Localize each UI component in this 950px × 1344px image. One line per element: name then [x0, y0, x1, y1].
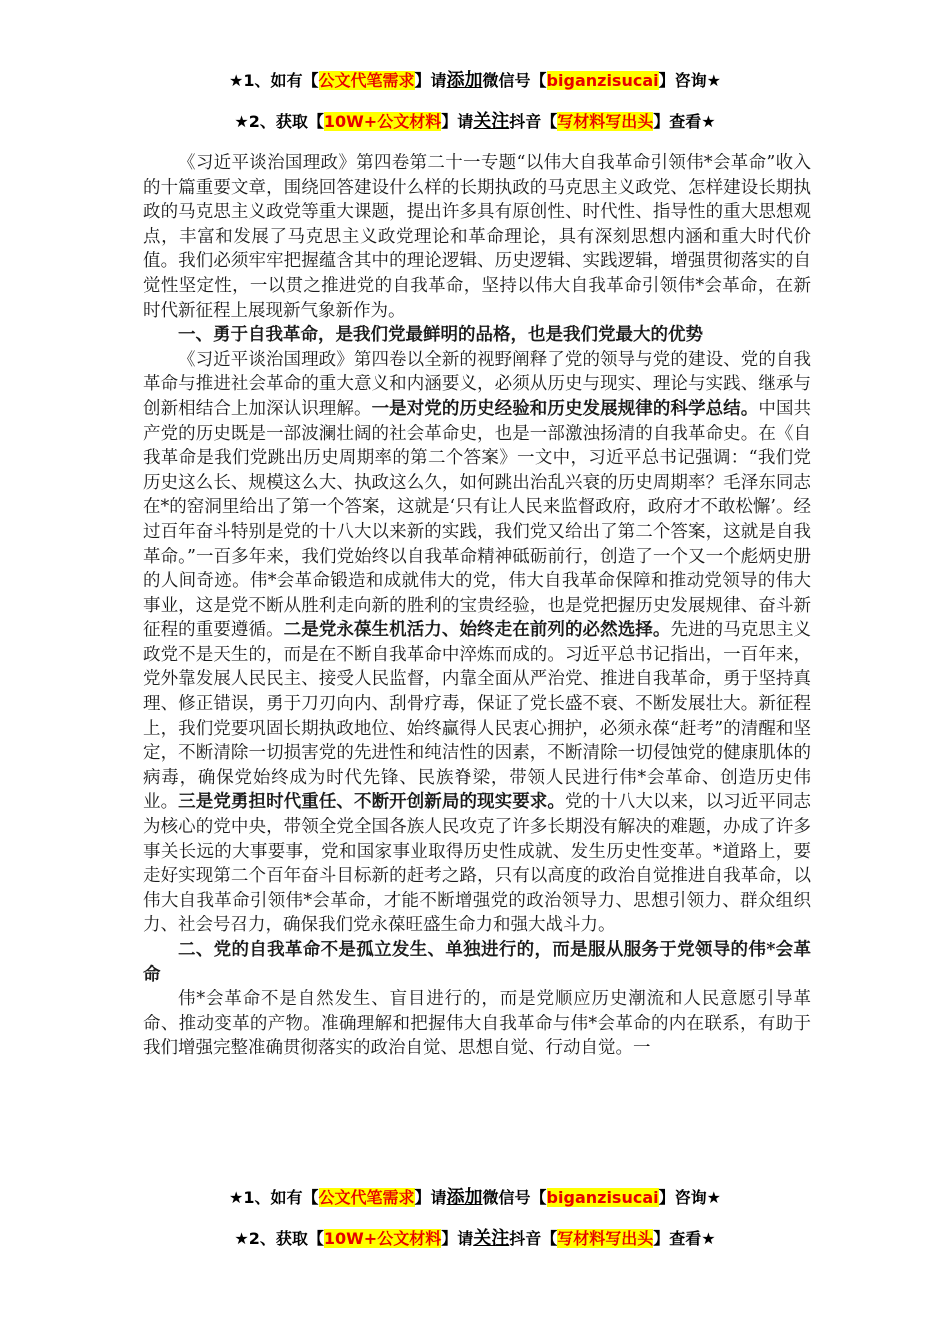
banner1-mid2: 微信号【 — [482, 71, 547, 90]
banner1-underlined: 添加 — [446, 70, 483, 91]
footer1-mid2: 微信号【 — [482, 1188, 547, 1207]
section1-point-1: 一是对党的历史经验和历史发展规律的科学总结。 — [371, 398, 759, 419]
footer1-prefix: ★1、如有【 — [229, 1188, 319, 1207]
footer1-mid1: 】请 — [414, 1188, 447, 1207]
banner2-mid2: 抖音【 — [509, 112, 558, 131]
footer1-underlined: 添加 — [446, 1187, 483, 1208]
intro-paragraph: 《习近平谈治国理政》第四卷第二十一专题“以伟大自我革命引领伟*会革命”收入的十篇重要文章，围绕回答建设什么样的长期执政的马克思主义政党、怎样建设长期执政的马克思主义政党等重大课题，提出许多具有原创性、时代性、指导性的重大思想观点，丰富和发展了马克思主义政党理论和革命理论，具有深刻思想内涵和重大时代价值。我们必须牢牢把握蕴含其中的理论逻辑、历史逻辑、实践逻辑，增强贯彻落实的自觉性坚定性，一以贯之推进党的自我革命，坚持以伟大自我革命引领伟*会革命，在新时代新征程上展现新气象新作为。 — [143, 153, 811, 321]
footer2-prefix: ★2、获取【 — [234, 1229, 324, 1248]
footer1-highlight-wechat: biganzisucai — [546, 1188, 659, 1207]
footer2-mid2: 抖音【 — [509, 1229, 558, 1248]
section2-paragraph: 伟*会革命不是自然发生、盲目进行的，而是党顺应历史潮流和人民意愿引导革命、推动变革的产物。准确理解和把握伟大自我革命与伟*会革命的内在联系，有助于我们增强完整准确贯彻落实的政治自觉、思想自觉、行动自觉。一 — [143, 989, 811, 1059]
section-heading-1: 一、勇于自我革命，是我们党最鲜明的品格，也是我们党最大的优势 — [178, 325, 703, 346]
header-banner-line2 — [0, 110, 950, 134]
banner2-highlight-douyin: 写材料写出头 — [557, 112, 654, 131]
section1-point-3: 三是党勇担时代重任、不断开创新局的现实要求。 — [178, 792, 565, 813]
section1-text-a: 《习近平谈治国理政》第四卷以全新的视野阐释了党的领导与党的建设、党的自我革命与推进社会革命的重大意义和内涵要义，必须从历史与现实、理论与实践、继承与创新相结合上加深认识理解。 — [143, 349, 811, 419]
banner1-prefix: ★1、如有【 — [229, 71, 319, 90]
section1-text-d: 先进的马克思主义政党不是天生的，而是在不断自我革命中淬炼而成的。习近平总书记指出，一百年来，党外靠发展人民民主、接受人民监督，内靠全面从严治党、推进自我革命，勇于坚持真理、修正错误，勇于刀刃向内、刮骨疗毒，保证了党长盛不衰、不断发展壮大。新征程上，我们党要巩固长期执政地位、始终赢得人民衷心拥护，必须永葆“赶考”的清醒和坚定，不断清除一切损害党的先进性和纯洁性的因素，不断清除一切侵蚀党的健康肌体的病毒，确保党始终成为时代先锋、民族脊梁，带领人民进行伟*会革命、创造历史伟业。 — [143, 620, 812, 813]
banner1-suffix: 】咨询★ — [658, 71, 721, 90]
footer2-highlight-materials: 10W+公文材料 — [323, 1229, 442, 1248]
banner1-highlight-service: 公文代笔需求 — [318, 71, 415, 90]
banner1-highlight-wechat: biganzisucai — [546, 71, 659, 90]
footer-banner-line1 — [0, 1186, 950, 1210]
footer2-mid1: 】请 — [441, 1229, 474, 1248]
footer2-suffix: 】查看★ — [653, 1229, 716, 1248]
section1-point-2: 二是党永葆生机活力、始终走在前列的必然选择。 — [283, 620, 671, 641]
footer-banner-line2 — [0, 1227, 950, 1251]
article-body — [143, 151, 811, 1061]
footer1-highlight-service: 公文代笔需求 — [318, 1188, 415, 1207]
section1-text-c: 中国共产党的历史既是一部波澜壮阔的社会革命史，也是一部激浊扬清的自我革命史。在《自我革命是我们党跳出历史周期率的第二个答案》一文中，习近平总书记强调：“我们党历史这么长、规模这么大、执政这么久，如何跳出治乱兴衰的历史周期率？毛泽东同志在*的窑洞里给出了第一个答案，这就是‘只有让人民来监督政府，政府才不敢松懈’。经过百年奋斗特别是党的十八大以来新的实践，我们党又给出了第二个答案，这就是自我革命。”一百多年来，我们党始终以自我革命精神砥砺前行，创造了一个又一个彪炳史册的人间奇迹。伟*会革命锻造和成就伟大的党，伟大自我革命保障和推动党领导的伟大事业，这是党不断从胜利走向新的胜利的宝贵经验，也是党把握历史发展规律、奋斗新征程的重要遵循。 — [143, 398, 812, 641]
banner2-underlined: 关注 — [473, 111, 510, 132]
banner1-mid1: 】请 — [414, 71, 447, 90]
header-banner-line1 — [0, 69, 950, 93]
banner2-prefix: ★2、获取【 — [234, 112, 324, 131]
section-heading-2: 二、党的自我革命不是孤立发生、单独进行的，而是服从服务于党领导的伟*会革命 — [143, 940, 811, 985]
footer1-suffix: 】咨询★ — [658, 1188, 721, 1207]
footer2-underlined: 关注 — [473, 1228, 510, 1249]
section1-text-e: 党的十八大以来，以习近平同志为核心的党中央，带领全党全国各族人民攻克了许多长期没有解决的难题，办成了许多事关长远的大事要事，党和国家事业取得历史性成就、发生历史性变革。*道路上，要走好实现第二个百年奋斗目标新的赶考之路，只有以高度的政治自觉推进自我革命，以伟大自我革命引领伟*会革命，才能不断增强党的政治领导力、思想引领力、群众组织力、社会号召力，确保我们党永葆旺盛生命力和强大战斗力。 — [143, 792, 812, 936]
banner2-suffix: 】查看★ — [653, 112, 716, 131]
banner2-mid1: 】请 — [441, 112, 474, 131]
footer2-highlight-douyin: 写材料写出头 — [557, 1229, 654, 1248]
section1-paragraph — [143, 348, 811, 938]
banner2-highlight-materials: 10W+公文材料 — [323, 112, 442, 131]
